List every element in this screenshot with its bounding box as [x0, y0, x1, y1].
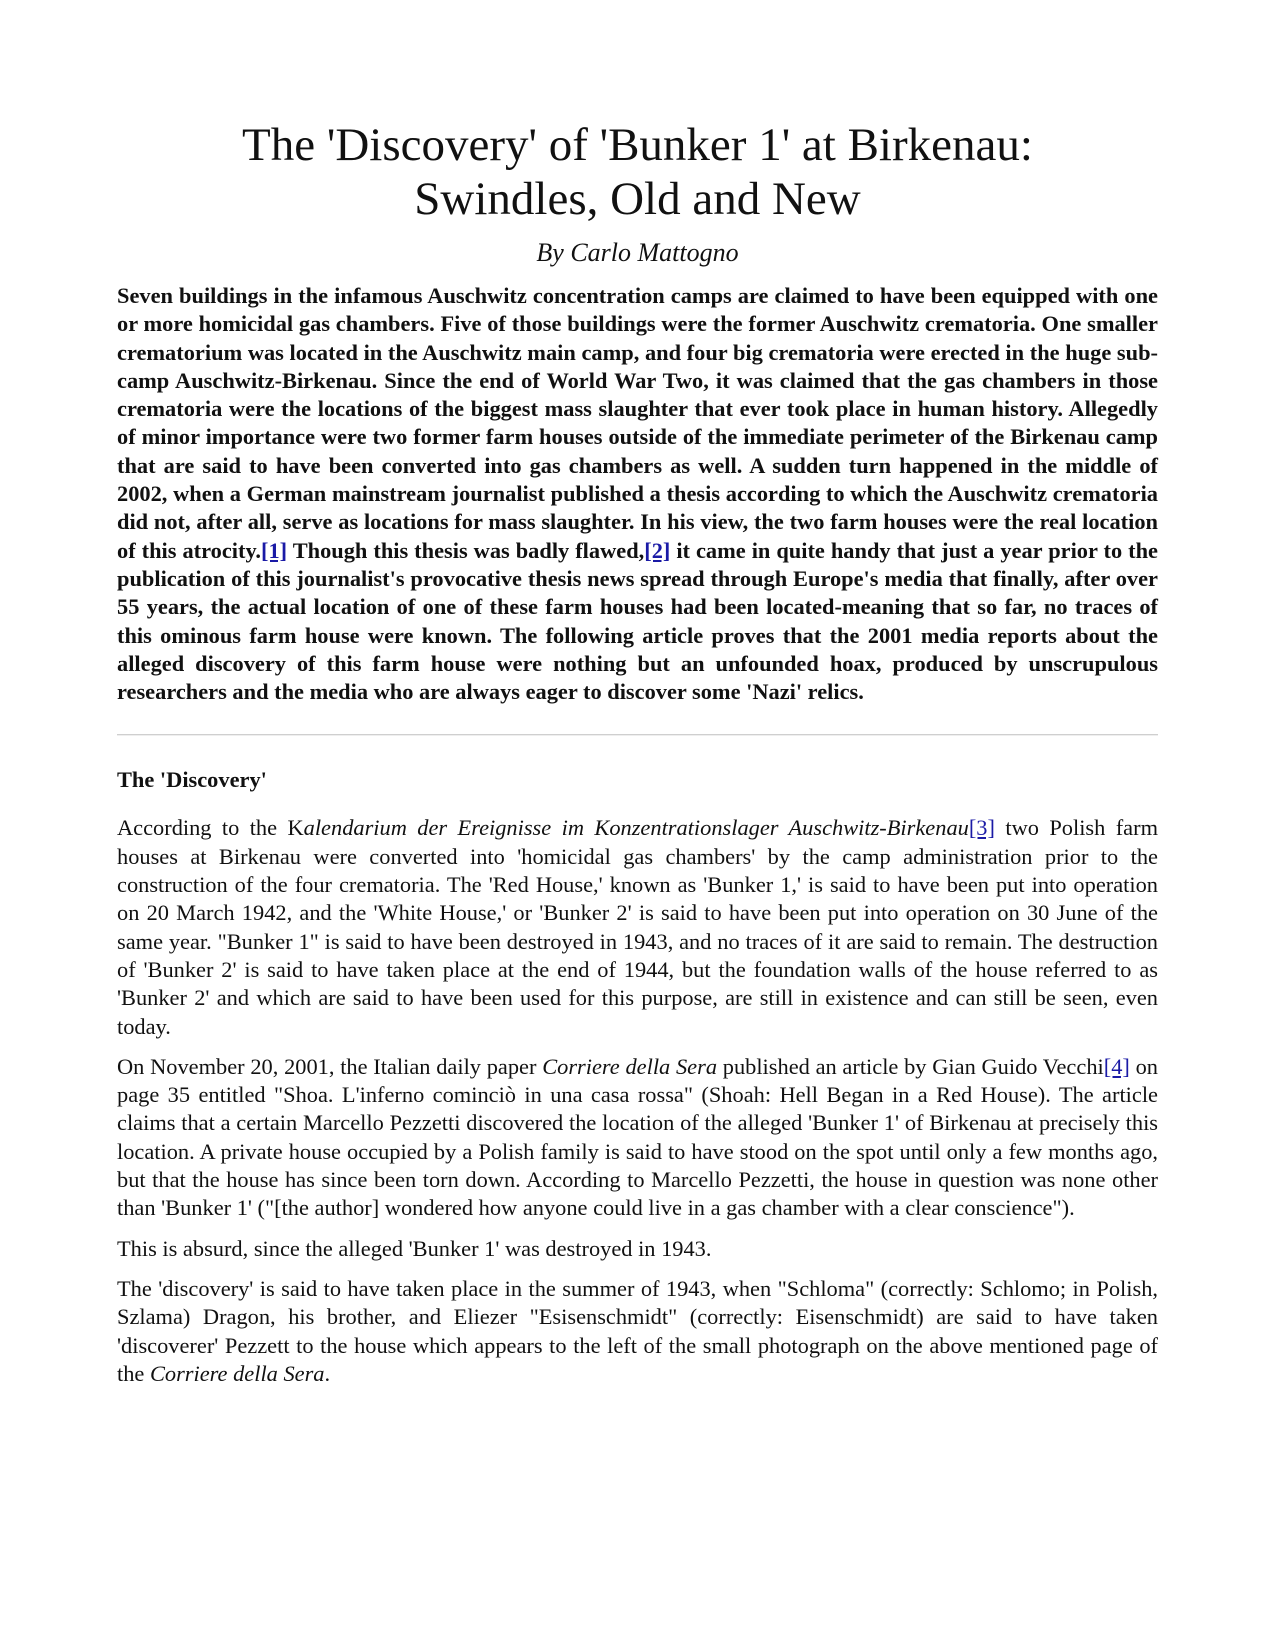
footnote-link-1[interactable]: [1]	[261, 537, 288, 563]
abstract-text-1: Seven buildings in the infamous Auschwitz concentration camps are claimed to have been equipped with one or more homicidal gas chambers. Five of those buildings were the former Auschwitz crematoria. One smaller crematorium was located in the Auschwitz main camp, and four big crematoria were erected in the huge sub-camp Auschwitz-Birkenau. Since the end of World War Two, it was claimed that the gas chambers in those crematoria were the locations of the biggest mass slaughter that ever took place in human history. Allegedly of minor importance were two former farm houses outside of the immediate perimeter of the Birkenau camp that are said to have been converted into gas chambers as well. A sudden turn happened in the middle of 2002, when a German mainstream journalist published a thesis according to which the Auschwitz crematoria did not, after all, serve as locations for mass slaughter. In his view, the two farm houses were the real location of this atrocity.	[117, 283, 1158, 563]
paragraph-1-text-b: two Polish farm houses at Birkenau were converted into 'homicidal gas chambers' by the camp administration prior to the construction of the four crematoria. The 'Red House,' known as 'Bunker 1,' is said to have been put into operation on 20 March 1942, and the 'White House,' or 'Bunker 2' is said to have been put into operation on 30 June of the same year. "Bunker 1" is said to have been destroyed in 1943, and no traces of it are said to remain. The destruction of 'Bunker 2' is said to have taken place at the end of 1944, but the foundation walls of the house referred to as 'Bunker 2' and which are said to have been used for this purpose, are still in existence and can still be seen, even today.	[117, 815, 1158, 1039]
paragraph-2-italic: Corriere della Sera	[542, 1053, 718, 1079]
section-heading: The 'Discovery'	[117, 767, 267, 793]
paragraph-2	[117, 1053, 1158, 1223]
paragraph-1-italic: alendarium der Ereignisse im Konzentrationslager Auschwitz-Birkenau	[303, 815, 969, 841]
paragraph-2-text-b: published an article by Gian Guido Vecchi	[717, 1053, 1104, 1079]
paragraph-1	[117, 814, 1158, 1040]
paragraph-1-text-a: According to the K	[117, 815, 304, 841]
footnote-link-4[interactable]: [4]	[1103, 1053, 1130, 1079]
paragraph-4	[117, 1275, 1158, 1388]
paragraph-4-text-a: The 'discovery' is said to have taken place in the summer of 1943, when "Schloma" (correctly: Schlomo; in Polish, Szlama) Dragon, his brother, and Eliezer "Esisenschmidt" (correctly: Eisenschmidt) are said to have taken 'discoverer' Pezzett to the house which appears to the left of the small photograph on the above mentioned page of the	[117, 1275, 1158, 1386]
abstract-text-3: it came in quite handy that just a year prior to the publication of this journalist's provocative thesis news spread through Europe's media that finally, after over 55 years, the actual location of one of these farm houses had been located-meaning that so far, no traces of this ominous farm house were known. The following article proves that the 2001 media reports about the alleged discovery of this farm house were nothing but an unfounded hoax, produced by unscrupulous researchers and the media who are always eager to discover some 'Nazi' relics.	[117, 537, 1158, 705]
article-byline: By Carlo Mattogno	[536, 238, 739, 267]
paragraph-2-text-c: on page 35 entitled "Shoa. L'inferno cominciò in una casa rossa" (Shoah: Hell Began in a Red House). The article claims that a certain Marcello Pezzetti discovered the location of the alleged 'Bunker 1' of Birkenau at precisely this location. A private house occupied by a Polish family is said to have stood on the spot until only a few months ago, but that the house has since been torn down. According to Marcello Pezzetti, the house in question was none other than 'Bunker 1' ("[the author] wondered how anyone could live in a gas chamber with a clear conscience").	[117, 1053, 1158, 1221]
article-abstract	[117, 282, 1158, 706]
paragraph-2-text-a: On November 20, 2001, the Italian daily paper	[117, 1053, 543, 1079]
article-title: The 'Discovery' of 'Bunker 1' at Birkenau: Swindles, Old and New	[242, 119, 1033, 225]
footnote-link-2[interactable]: [2]	[644, 537, 671, 563]
abstract-text-2: Though this thesis was badly flawed,	[287, 537, 645, 563]
paragraph-4-text-b: .	[324, 1360, 331, 1386]
paragraph-4-italic: Corriere della Sera	[149, 1360, 325, 1386]
section-divider	[117, 734, 1158, 736]
footnote-link-3[interactable]: [3]	[968, 815, 995, 841]
paragraph-3: This is absurd, since the alleged 'Bunker 1' was destroyed in 1943.	[117, 1235, 712, 1261]
